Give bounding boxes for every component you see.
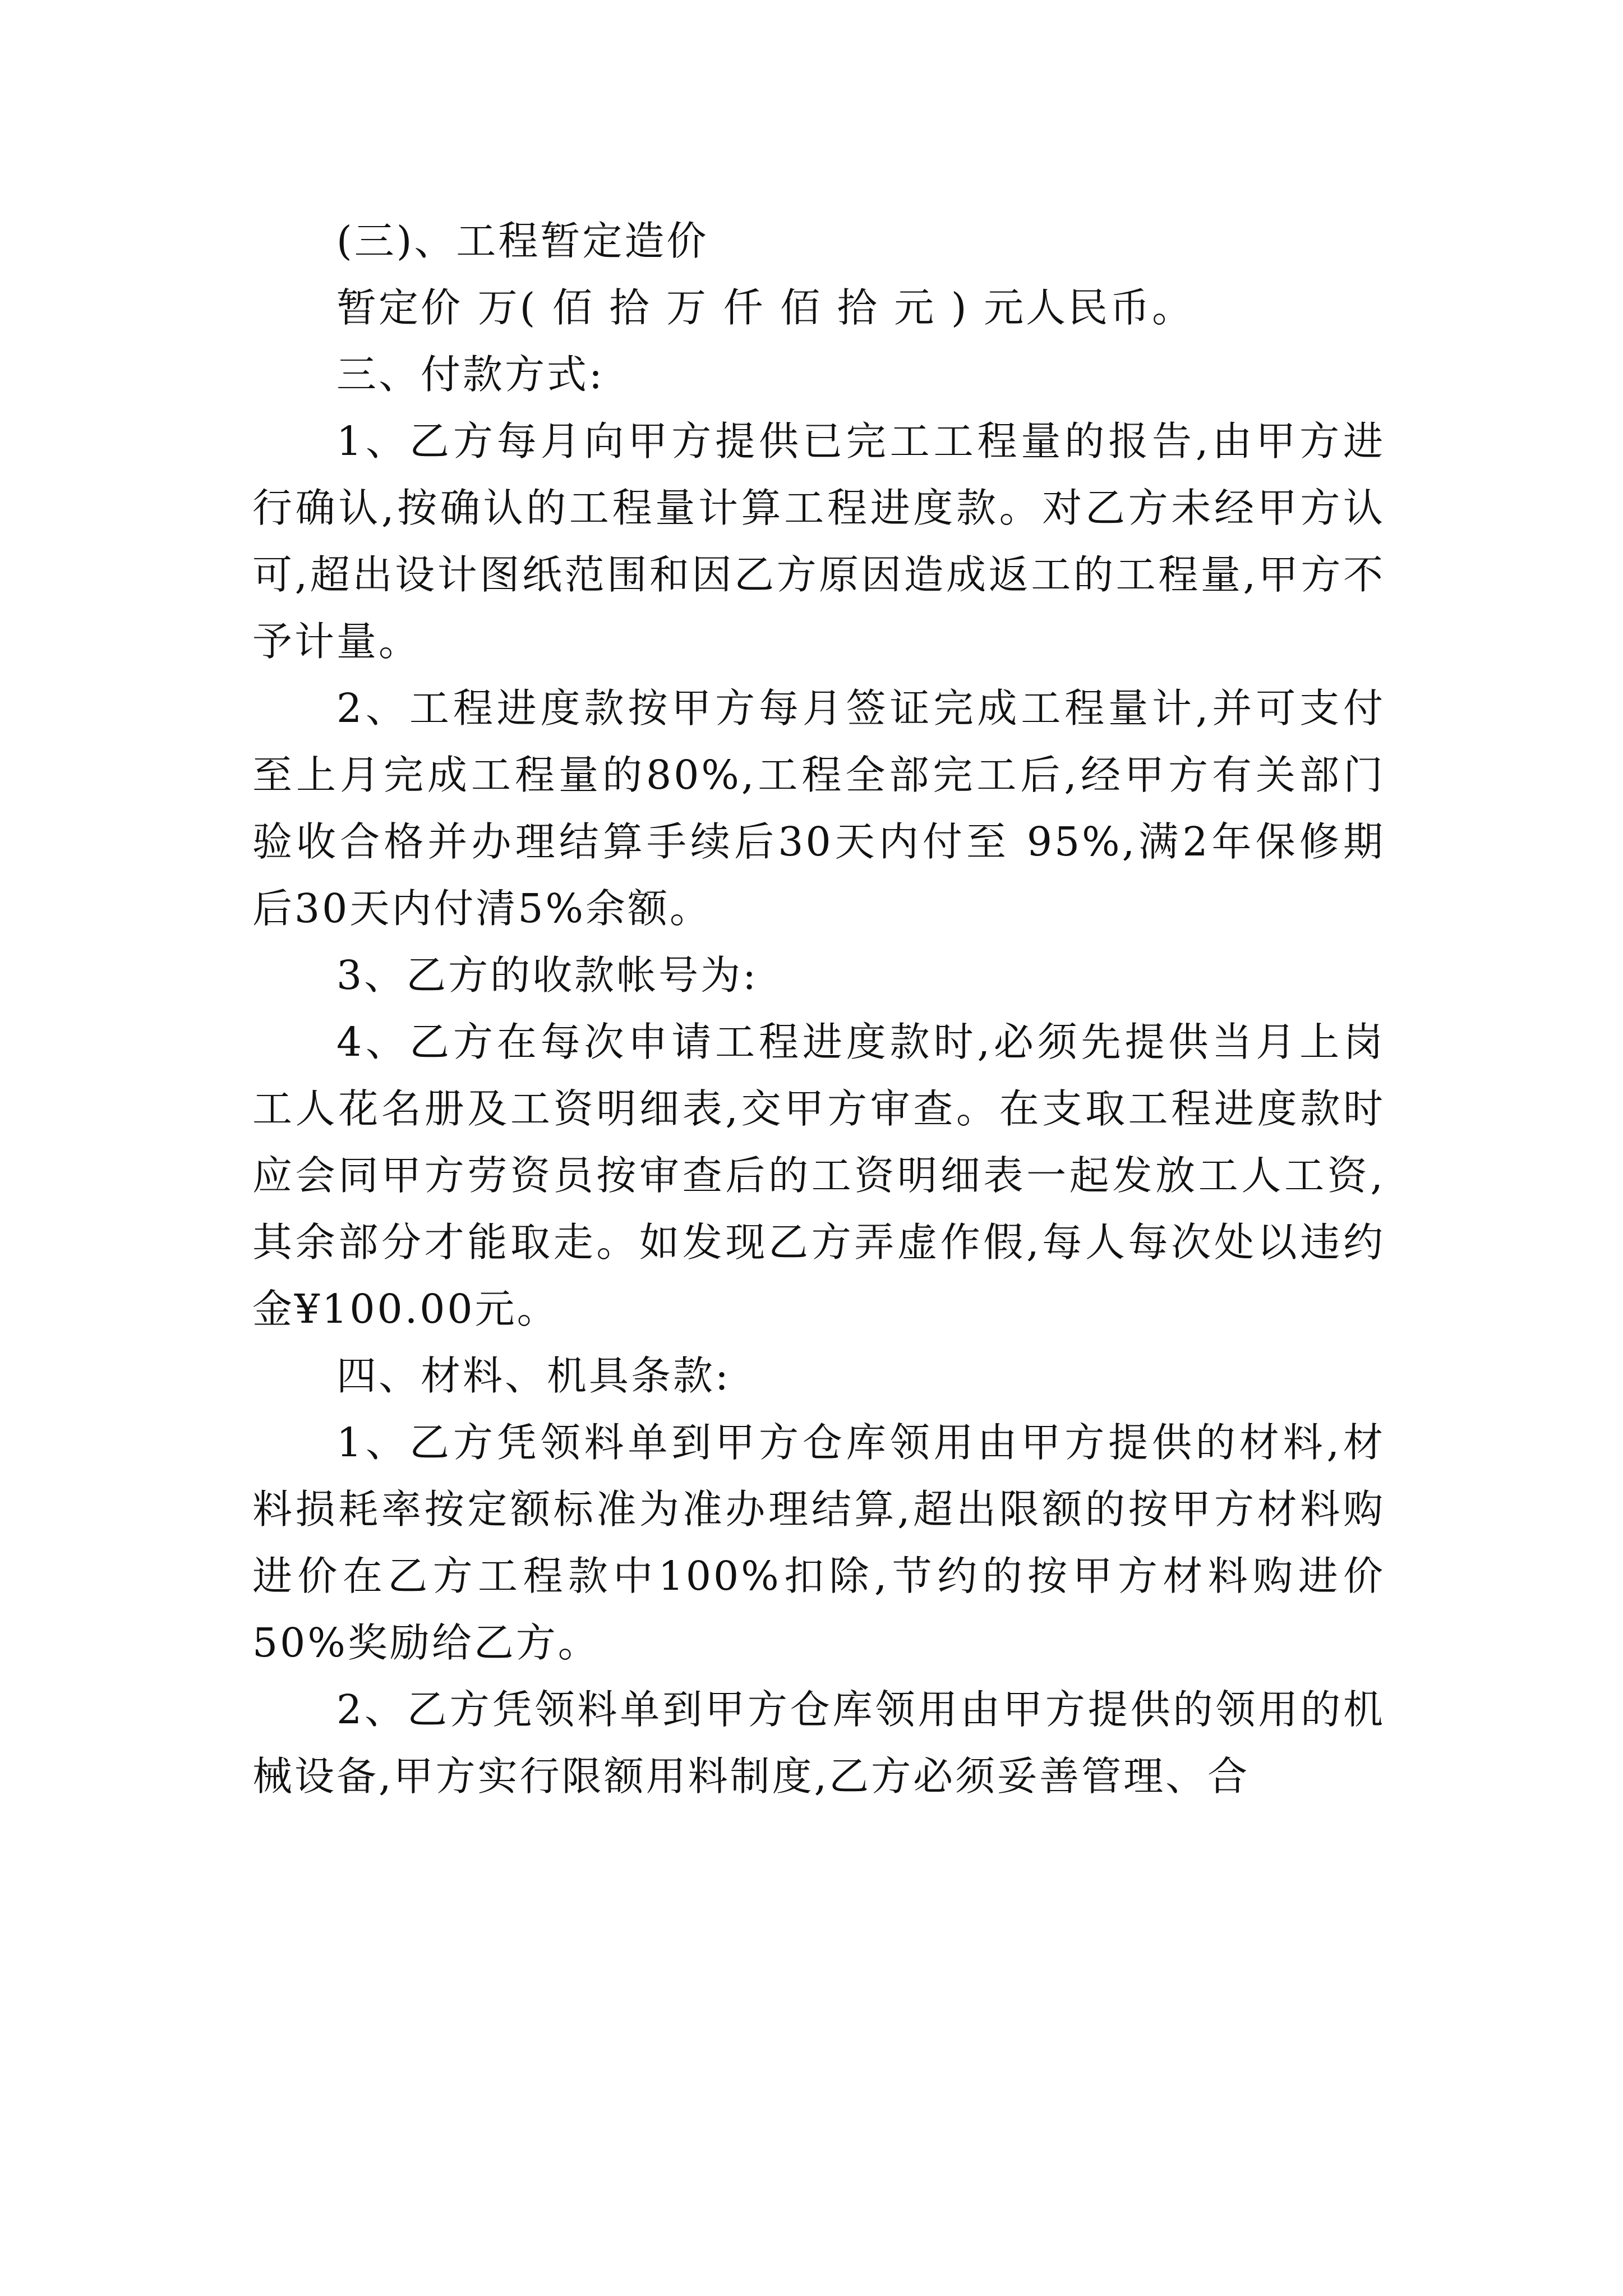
payment-clause-1: 1、乙方每月向甲方提供已完工工程量的报告,由甲方进行确认,按确认的工程量计算工程进度款。对乙方未经甲方认可,超出设计图纸范围和因乙方原因造成返工的工程量,甲方不予计量。 — [252, 418, 1385, 665]
document-body — [252, 208, 1385, 1810]
materials-clause-2: 2、乙方凭领料单到甲方仓库领用由甲方提供的领用的机械设备,甲方实行限额用料制度,乙方必须妥善管理、合 — [252, 1686, 1385, 1800]
section-heading-estimated-cost: (三)、工程暂定造价 — [336, 218, 709, 264]
section-heading-materials: 四、材料、机具条款: — [336, 1352, 731, 1399]
section-heading-payment: 三、付款方式: — [336, 351, 605, 398]
materials-clause-1: 1、乙方凭领料单到甲方仓库领用由甲方提供的材料,材料损耗率按定额标准为准办理结算,超出限额的按甲方材料购进价在乙方工程款中100%扣除,节约的按甲方材料购进价50%奖励给乙方。 — [252, 1419, 1385, 1666]
payment-clause-3: 3、乙方的收款帐号为: — [336, 952, 759, 999]
payment-clause-4: 4、乙方在每次申请工程进度款时,必须先提供当月上岗工人花名册及工资明细表,交甲方审查。在支取工程进度款时应会同甲方劳资员按审查后的工资明细表一起发放工人工资,其余部分才能取走。如发现乙方弄虚作假,每人每次处以违约金¥100.00元。 — [252, 1019, 1385, 1332]
estimated-price-line: 暂定价 万( 佰 拾 万 仟 佰 拾 元 ) 元人民币。 — [336, 284, 1195, 331]
payment-clause-2: 2、工程进度款按甲方每月签证完成工程量计,并可支付至上月完成工程量的80%,工程全部完工后,经甲方有关部门验收合格并办理结算手续后30天内付至 95%,满2年保修期后30天内付清5%余额。 — [252, 685, 1385, 932]
